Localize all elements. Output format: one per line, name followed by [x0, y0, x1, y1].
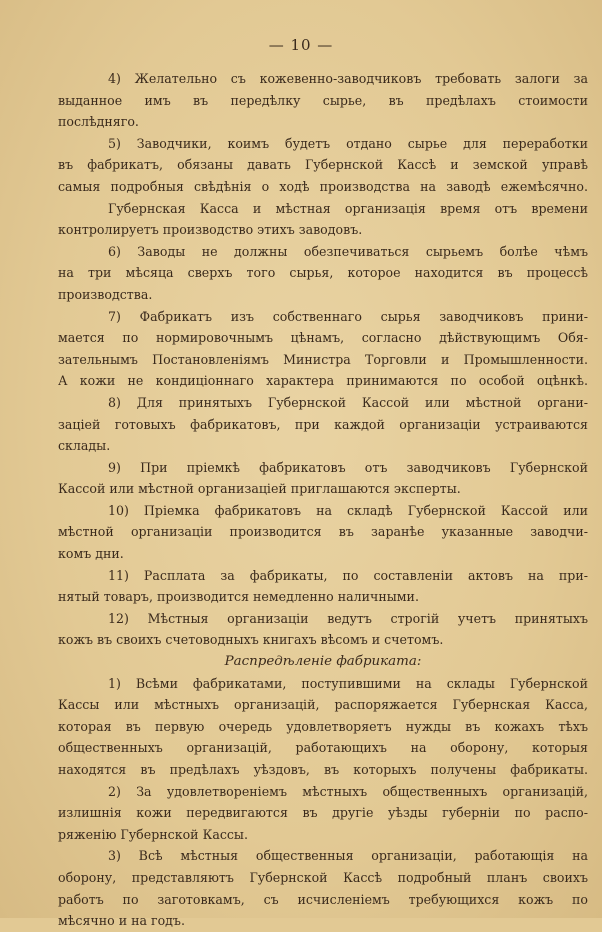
text-line: 7) Фабрикатъ изъ собственнаго сырья заводчиковъ прини-	[108, 308, 588, 324]
text-line: склады.	[58, 438, 111, 454]
text-line: Губернская Касса и мѣстная организація время отъ времени	[108, 200, 588, 216]
text-line: нятый товаръ, производится немедленно наличными.	[58, 589, 419, 605]
text-line: послѣдняго.	[58, 114, 139, 130]
text-line: 12) Мѣстныя организаціи ведутъ строгій учетъ принятыхъ	[108, 610, 588, 626]
text-line: 3) Всѣ мѣстныя общественныя организаціи, работающія на	[108, 848, 588, 864]
text-line: 10) Пріемка фабрикатовъ на складѣ Губернской Кассой или	[108, 502, 588, 518]
text-line: на три мѣсяца сверхъ того сырья, которое находится въ процессѣ	[58, 265, 588, 281]
text-line: ряженію Губернской Кассы.	[58, 826, 248, 842]
text-line: въ фабрикатъ, обязаны давать Губернской Кассѣ и земской управѣ	[58, 157, 588, 173]
page-body-text	[58, 68, 588, 932]
text-line: А кожи не кондиціоннаго характера принимаются по особой оцѣнкѣ.	[58, 373, 588, 389]
text-line: мѣстной организаціи производится въ заранѣе указанные заводчи-	[58, 524, 588, 540]
text-line: оборону, представляютъ Губернской Кассѣ подробный планъ своихъ	[58, 869, 588, 885]
text-line: комъ дни.	[58, 546, 124, 562]
text-line: 5) Заводчики, коимъ будетъ отдано сырье для переработки	[108, 135, 588, 151]
text-line: излишнія кожи передвигаются въ другіе уѣзды губерніи по распо-	[58, 805, 588, 821]
page-number: — 10 —	[268, 36, 334, 54]
text-line: 9) При пріемкѣ фабрикатовъ отъ заводчиковъ Губернской	[108, 459, 588, 475]
text-line: Кассой или мѣстной организаціей приглашаются эксперты.	[58, 481, 461, 497]
text-line: 6) Заводы не должны обезпечиваться сырьемъ болѣе чѣмъ	[108, 243, 588, 259]
text-line: 11) Расплата за фабрикаты, по составленіи актовъ на при-	[108, 567, 588, 583]
text-line: общественныхъ организацій, работающихъ на оборону, которыя	[58, 740, 588, 756]
text-line: 8) Для принятыхъ Губернской Кассой или мѣстной органи-	[108, 394, 588, 410]
section-heading: Распредѣленіе фабриката:	[224, 654, 422, 670]
text-line: 4) Желательно съ кожевенно-заводчиковъ требовать залоги за	[108, 71, 588, 86]
text-line: самыя подробныя свѣдѣнія о ходѣ производства на заводѣ ежемѣсячно.	[58, 178, 588, 194]
text-line: контролируетъ производство этихъ заводовъ.	[58, 222, 363, 238]
text-line: 1) Всѣми фабрикатами, поступившими на склады Губернской	[108, 675, 588, 691]
text-line: кожъ въ своихъ счетоводныхъ книгахъ вѣсомъ и счетомъ.	[58, 632, 444, 648]
text-line: 2) За удовлетвореніемъ мѣстныхъ общественныхъ организацій,	[108, 783, 588, 799]
text-line: зательнымъ Постановленіямъ Министра Торговли и Промышленности.	[58, 351, 588, 367]
text-line: которая въ первую очередь удовлетворяетъ нужды въ кожахъ тѣхъ	[58, 718, 588, 734]
text-line: Кассы или мѣстныхъ организацій, распоряжается Губернская Касса,	[58, 697, 588, 713]
text-line: мается по нормировочнымъ цѣнамъ, согласно дѣйствующимъ Обя-	[58, 330, 588, 346]
text-line: находятся въ предѣлахъ уѣздовъ, въ которыхъ получены фабрикаты.	[58, 762, 588, 777]
text-line: мѣсячно и на годъ.	[58, 913, 185, 929]
text-line: работъ по заготовкамъ, съ исчисленіемъ требующихся кожъ по	[58, 891, 588, 907]
text-line: производства.	[58, 286, 153, 302]
text-line: заціей готовыхъ фабрикатовъ, при каждой организаціи устраиваются	[58, 416, 588, 432]
text-line: выданное имъ въ передѣлку сырье, въ предѣлахъ стоимости	[58, 92, 588, 108]
